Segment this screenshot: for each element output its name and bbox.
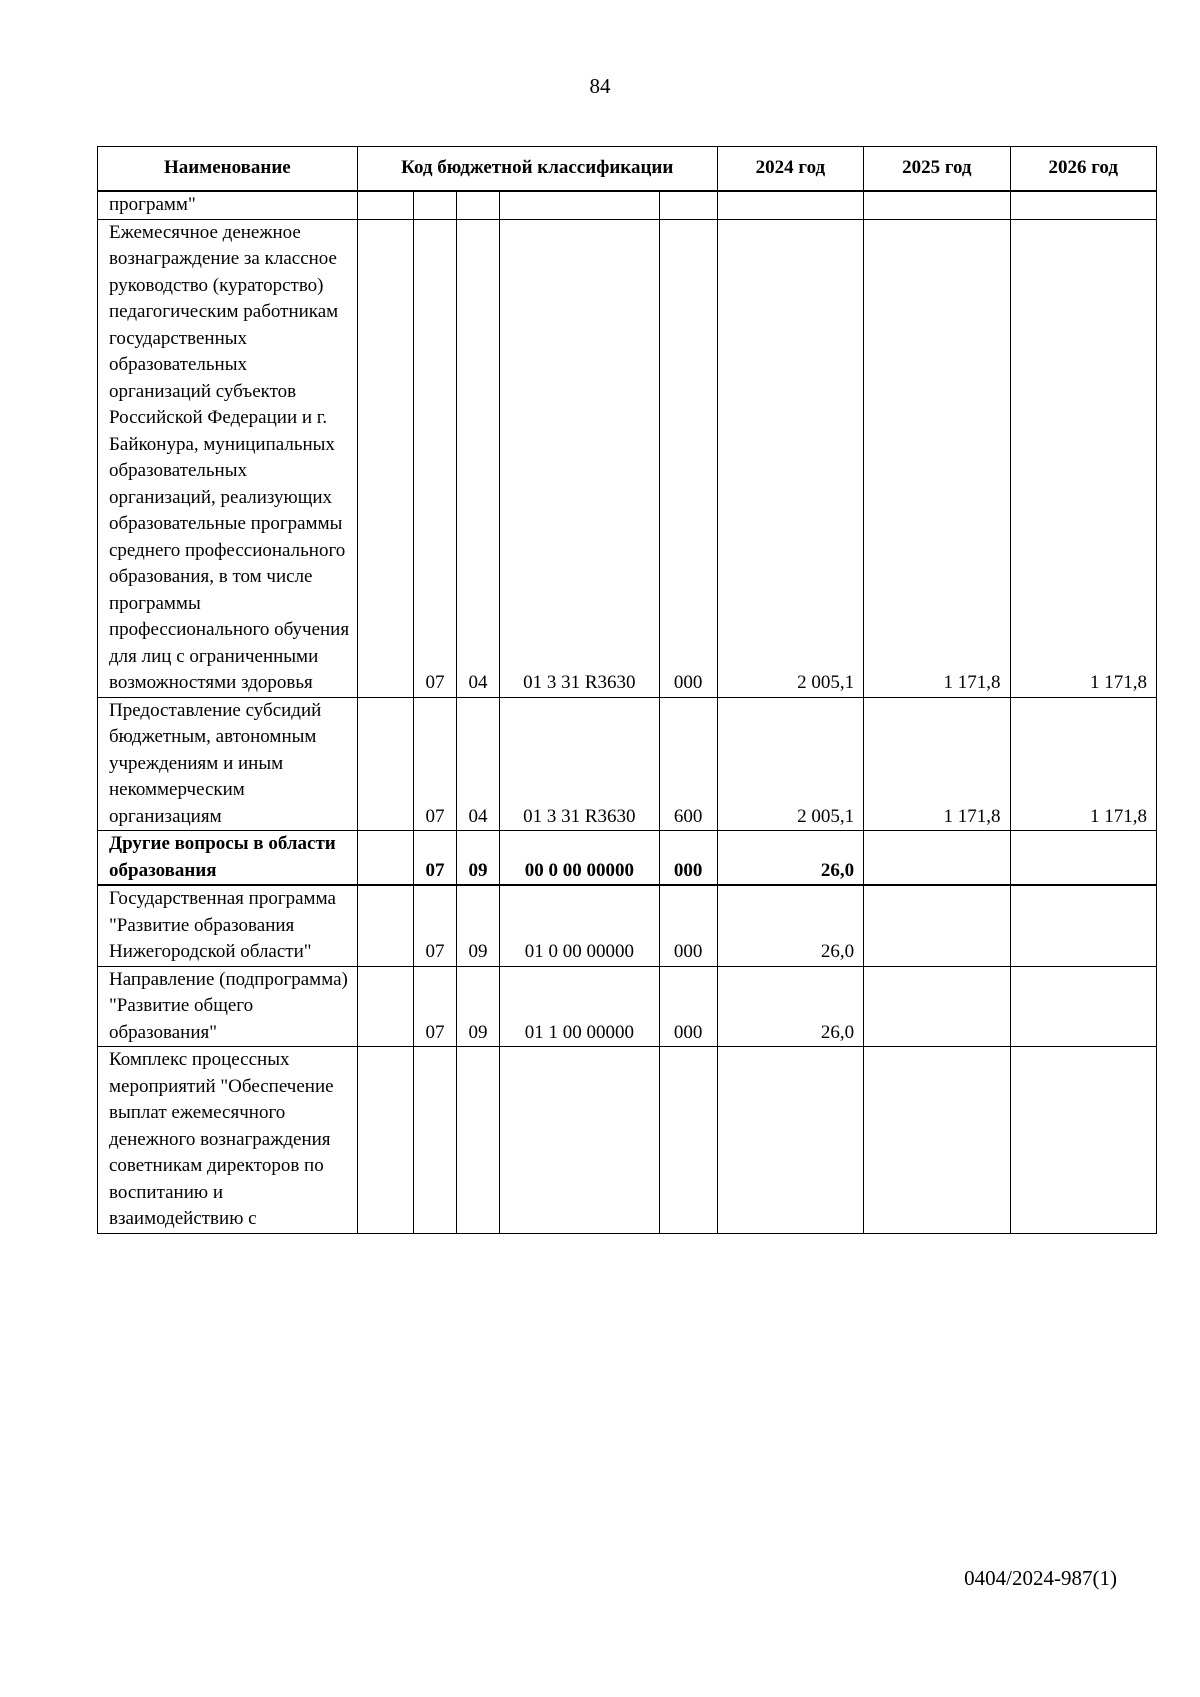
header-2024: 2024 год <box>717 147 863 192</box>
cell-blank <box>357 885 413 966</box>
cell-2026: 1 171,8 <box>1010 697 1156 831</box>
cell-2025: 1 171,8 <box>864 697 1010 831</box>
cell-2026 <box>1010 966 1156 1047</box>
cell-name: Предоставление субсидий бюджетным, автономным учреждениям и иным некоммерческим организациям <box>98 697 358 831</box>
table-row <box>98 885 1157 966</box>
budget-table <box>97 146 1157 1234</box>
cell-2026 <box>1010 831 1156 886</box>
cell-subsection <box>457 191 500 219</box>
cell-2024 <box>717 1047 863 1234</box>
cell-target-article: 01 0 00 00000 <box>500 885 659 966</box>
cell-subsection: 09 <box>457 831 500 886</box>
cell-name: программ" <box>98 191 358 219</box>
cell-name: Ежемесячное денежное вознаграждение за классное руководство (кураторство) педагогическим работникам государственных образовательных организаций субъектов Российской Федерации и г. Байконура, муниципальных образовательных организаций, реализующих образовательные программы среднего профессионального образования, в том числе программы профессионального обучения для лиц с ограниченными возможностями здоровья <box>98 219 358 697</box>
cell-expense-type: 000 <box>659 219 717 697</box>
cell-blank <box>357 966 413 1047</box>
cell-expense-type <box>659 1047 717 1234</box>
cell-name: Другие вопросы в области образования <box>98 831 358 886</box>
cell-section: 07 <box>413 966 456 1047</box>
cell-expense-type: 600 <box>659 697 717 831</box>
cell-expense-type: 000 <box>659 831 717 886</box>
table-row <box>98 697 1157 831</box>
cell-name: Комплекс процессных мероприятий "Обеспечение выплат ежемесячного денежного вознаграждения советникам директоров по воспитанию и взаимодействию с <box>98 1047 358 1234</box>
cell-2024 <box>717 191 863 219</box>
cell-section <box>413 1047 456 1234</box>
cell-name: Направление (подпрограмма) "Развитие общего образования" <box>98 966 358 1047</box>
cell-target-article: 01 3 31 R3630 <box>500 219 659 697</box>
cell-target-article: 01 1 00 00000 <box>500 966 659 1047</box>
cell-2024: 2 005,1 <box>717 219 863 697</box>
cell-target-article <box>500 191 659 219</box>
cell-subsection: 09 <box>457 885 500 966</box>
cell-subsection: 04 <box>457 697 500 831</box>
header-code: Код бюджетной классификации <box>357 147 717 192</box>
table-row <box>98 1047 1157 1234</box>
cell-section: 07 <box>413 831 456 886</box>
cell-2025 <box>864 966 1010 1047</box>
cell-2025: 1 171,8 <box>864 219 1010 697</box>
cell-subsection <box>457 1047 500 1234</box>
cell-expense-type <box>659 191 717 219</box>
table-row <box>98 219 1157 697</box>
cell-blank <box>357 831 413 886</box>
cell-section: 07 <box>413 697 456 831</box>
cell-target-article: 00 0 00 00000 <box>500 831 659 886</box>
cell-2026 <box>1010 191 1156 219</box>
table-row <box>98 966 1157 1047</box>
header-2026: 2026 год <box>1010 147 1156 192</box>
table-row <box>98 191 1157 219</box>
cell-2026 <box>1010 1047 1156 1234</box>
cell-2024: 26,0 <box>717 966 863 1047</box>
header-2025: 2025 год <box>864 147 1010 192</box>
cell-2026: 1 171,8 <box>1010 219 1156 697</box>
cell-2024: 26,0 <box>717 885 863 966</box>
cell-name: Государственная программа "Развитие образования Нижегородской области" <box>98 885 358 966</box>
cell-target-article: 01 3 31 R3630 <box>500 697 659 831</box>
cell-2024: 26,0 <box>717 831 863 886</box>
cell-blank <box>357 191 413 219</box>
cell-expense-type: 000 <box>659 966 717 1047</box>
cell-2025 <box>864 885 1010 966</box>
cell-2025 <box>864 191 1010 219</box>
header-name: Наименование <box>98 147 358 192</box>
page-number: 84 <box>589 74 611 98</box>
table-row <box>98 831 1157 886</box>
table-header-row <box>98 147 1157 192</box>
cell-blank <box>357 219 413 697</box>
cell-section <box>413 191 456 219</box>
cell-blank <box>357 1047 413 1234</box>
cell-expense-type: 000 <box>659 885 717 966</box>
cell-2025 <box>864 831 1010 886</box>
cell-section: 07 <box>413 219 456 697</box>
cell-2025 <box>864 1047 1010 1234</box>
document-code: 0404/2024-987(1) <box>964 1566 1117 1590</box>
cell-section: 07 <box>413 885 456 966</box>
cell-2026 <box>1010 885 1156 966</box>
cell-target-article <box>500 1047 659 1234</box>
cell-blank <box>357 697 413 831</box>
cell-subsection: 04 <box>457 219 500 697</box>
cell-subsection: 09 <box>457 966 500 1047</box>
cell-2024: 2 005,1 <box>717 697 863 831</box>
